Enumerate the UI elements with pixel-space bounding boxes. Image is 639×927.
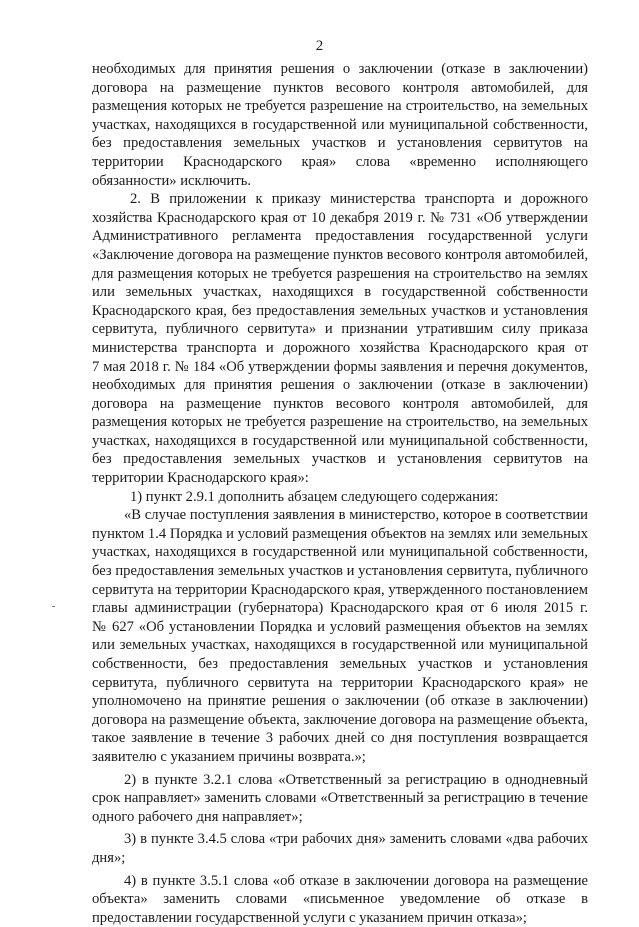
text-line: хозяйства Краснодарского края от 10 декабря 2019 г. № 731 «Об утверждении xyxy=(92,209,588,226)
text-line: «Заключение договора на размещение пунктов весового контроля автомобилей, xyxy=(92,246,589,263)
text-line: 7 мая 2018 г. № 184 «Об утверждении формы заявления и перечня документов, xyxy=(92,358,588,375)
text-line: договора на размещение пунктов весового контроля автомобилей, для xyxy=(92,79,588,96)
text-line: главы администрации (губернатора) Краснодарского края от 6 июля 2015 г. xyxy=(92,600,588,617)
text-line: территории Краснодарского края» слова «временно исполняющего xyxy=(92,153,588,170)
text-line: уполномочено на принятие решения о заключении (об отказе в заключении) xyxy=(92,693,588,710)
text-line: 3) в пункте 3.4.5 слова «три рабочих дня» заменить словами «два рабочих xyxy=(124,831,588,848)
text-line: одного рабочего дня направляет»; xyxy=(92,808,303,825)
text-line: сервитута, публичного сервитута» и признании утратившим силу приказа xyxy=(92,321,588,338)
margin-mark xyxy=(52,606,55,607)
paragraph-p1 xyxy=(92,60,588,190)
text-line: 4) в пункте 3.5.1 слова «об отказе в заключении договора на размещение xyxy=(124,872,588,889)
paragraph-p3 xyxy=(92,488,588,507)
paragraph-p4 xyxy=(92,506,588,766)
text-line: договора на размещение пунктов весового контроля автомобилей, для xyxy=(92,395,588,412)
text-line: обязанности» исключить. xyxy=(92,172,252,189)
text-line: дня»; xyxy=(92,849,126,866)
text-line: размещения которых не требуется разрешение на строительство, на земельных xyxy=(92,98,588,115)
text-line: без предоставления земельных участков и установления сервитутов на xyxy=(92,451,588,468)
text-line: или земельных участках, находящихся в государственной собственности xyxy=(92,284,588,301)
text-line: участках, находящихся в государственной или муниципальной собственности, xyxy=(92,116,588,133)
text-line: необходимых для принятия решения о заключении (отказе в заключении) xyxy=(92,61,588,77)
text-line: участках, находящихся в государственной или муниципальной собственности, xyxy=(92,432,588,449)
text-line: министерства транспорта и дорожного хозяйства Краснодарского края от xyxy=(92,339,588,356)
document-body xyxy=(92,60,588,927)
text-line: срок направляет» заменить словами «Ответственный за регистрацию в течение xyxy=(92,790,588,807)
text-line: договора на размещение объекта, заключение договора на размещение объекта, xyxy=(92,711,588,728)
text-line: сервитута, публичного сервитута на территории Краснодарского края» не xyxy=(92,674,588,691)
text-line: объекта» заменить словами «письменное уведомление об отказе в xyxy=(92,891,588,908)
text-line: необходимых для принятия решения о заключении (отказе в заключении) xyxy=(92,377,588,394)
text-line: собственности, без предоставления земельных участков и установления xyxy=(92,656,588,672)
paragraph-p7 xyxy=(92,872,588,927)
text-line: для размещения которых не требуется разрешения на строительство на землях xyxy=(92,265,588,282)
text-line: пунктом 1.4 Порядка и условий размещения объектов на землях или земельных xyxy=(92,525,588,542)
text-line: размещения которых не требуется разрешение на строительство, на земельных xyxy=(92,414,588,431)
paragraph-p2 xyxy=(92,190,588,488)
text-line: такое заявление в течение 3 рабочих дней со дня поступления возвращается xyxy=(92,730,588,747)
paragraph-p6 xyxy=(92,830,588,867)
text-line: 2. В приложении к приказу министерства транспорта и дорожного xyxy=(130,191,588,208)
text-line: участках, находящихся в государственной или муниципальной собственности, xyxy=(92,544,588,561)
text-line: № 627 «Об установлении Порядка и условий размещения объектов на землях xyxy=(92,618,588,635)
text-line: или земельных участках, находящихся в государственной или муниципальной xyxy=(92,637,588,654)
text-line: «В случае поступления заявления в министерство, которое в соответствии xyxy=(124,507,588,524)
text-line: предоставлении государственной услуги с указанием причин отказа»; xyxy=(92,909,527,926)
text-line: Краснодарского края, без предоставления земельных участков и установления xyxy=(92,302,588,319)
page-number: 2 xyxy=(315,38,324,54)
text-line: Административного регламента предоставления государственной услуги xyxy=(92,228,588,245)
text-line: сервитута на территории Краснодарского края, утвержденного постановлением xyxy=(92,581,588,598)
paragraph-p5 xyxy=(92,771,588,827)
text-line: 2) в пункте 3.2.1 слова «Ответственный за регистрацию в однодневный xyxy=(124,771,588,788)
text-line: территории Краснодарского края»: xyxy=(92,470,309,487)
text-line: без предоставления земельных участков и установления сервитута, публичного xyxy=(92,563,588,580)
text-line: без предоставления земельных участков и установления сервитутов на xyxy=(92,135,588,152)
text-line: 1) пункт 2.9.1 дополнить абзацем следующего содержания: xyxy=(130,488,499,505)
text-line: заявителю с указанием причины возврата.»; xyxy=(92,748,366,765)
